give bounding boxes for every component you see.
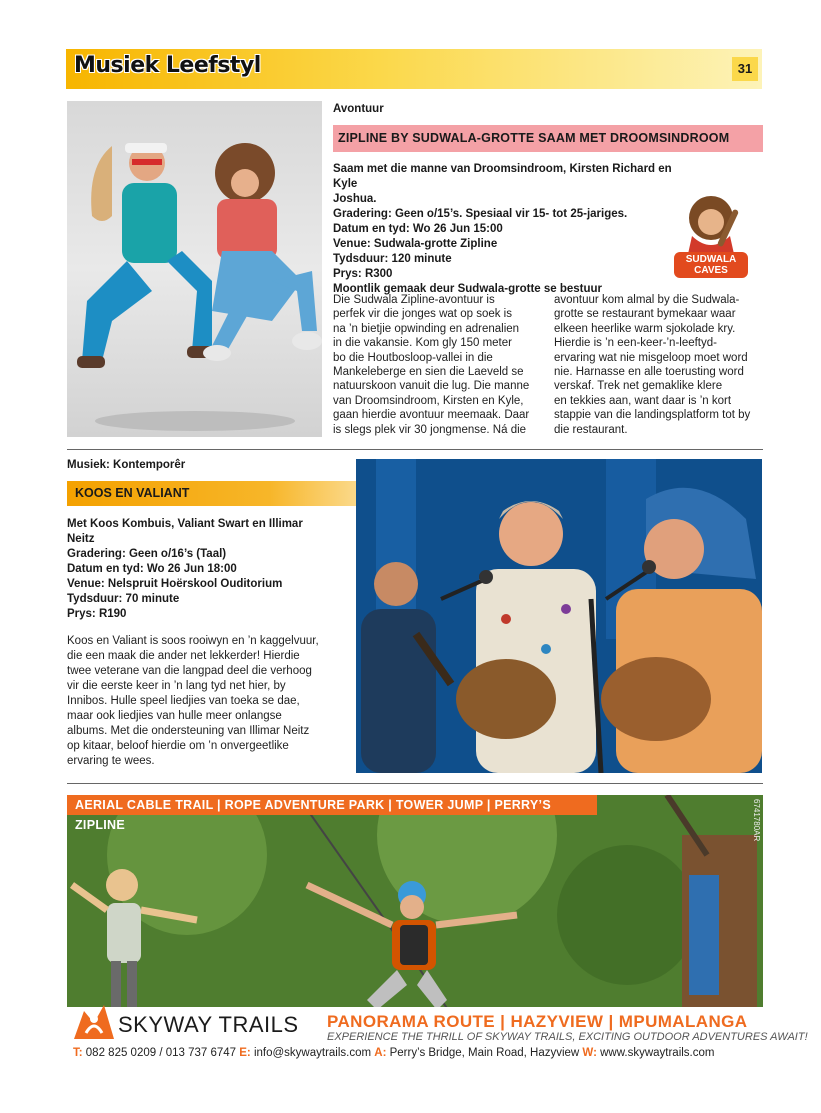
fact-line: Neitz <box>67 533 95 545</box>
droomsindroom-photo <box>67 101 322 437</box>
skyway-logo-icon <box>72 1003 116 1041</box>
address-label: A: <box>374 1047 387 1059</box>
fact-line: Prys: R300 <box>333 268 393 280</box>
koos-headline: KOOS EN VALIANT <box>67 481 356 506</box>
body-line: Koos en Valiant is soos rooiwyn en ’n kaggelvuur, <box>67 635 319 647</box>
body-line: en tekkies aan, want daar is ’n kort <box>554 394 732 407</box>
body-line: is slegs plek vir 30 jongmense. Ná die <box>333 423 527 436</box>
body-line: van Droomsindroom, Kirsten en Kyle, <box>333 394 524 407</box>
stage-performers-illustration <box>356 459 762 773</box>
koos-en-valiant-photo <box>356 459 762 773</box>
fact-line: Datum en tyd: Wo 26 Jun 15:00 <box>333 223 503 235</box>
phone-label: T: <box>73 1047 83 1059</box>
fact-line: Tydsduur: 120 minute <box>333 253 452 265</box>
zipline-facts <box>333 162 673 297</box>
ad-contact-line <box>73 1047 714 1059</box>
body-line: avontuur kom almal by die Sudwala- <box>554 294 740 306</box>
zipline-headline: ZIPLINE BY SUDWALA-GROTTE SAAM MET DROOMSINDROOM <box>333 125 763 152</box>
body-line: albums. Met die ondersteuning van Illimar Neitz <box>67 725 310 737</box>
section-divider <box>67 449 763 450</box>
body-line: maar ook liedjies van hulle meer onlangse <box>67 710 282 722</box>
web-value[interactable]: www.skywaytrails.com <box>596 1047 715 1059</box>
music-kicker: Musiek: Kontemporêr <box>67 459 186 471</box>
body-line: perfek vir die jonges wat op soek is <box>333 308 512 321</box>
page-header <box>66 49 762 89</box>
koos-facts <box>67 517 352 622</box>
body-line: twee veterane van die langpad deel die verhoog <box>67 665 312 677</box>
fact-line: Venue: Nelspruit Hoërskool Ouditorium <box>67 578 283 590</box>
page-number: 31 <box>732 57 758 81</box>
email-label: E: <box>239 1047 251 1059</box>
web-label: W: <box>582 1047 597 1059</box>
body-line: stappie van die landingsplatform tot by <box>554 409 751 422</box>
zipline-kicker: Avontuur <box>333 103 384 115</box>
koos-body <box>67 634 352 769</box>
zipline-body-col1 <box>333 293 545 437</box>
ad-route: PANORAMA ROUTE | HAZYVIEW | MPUMALANGA <box>327 1012 748 1031</box>
body-line: in die vakansie. Kom gly 150 meter <box>333 337 512 350</box>
body-line: vir die eerste keer in ’n lang tyd net hier, by <box>67 680 286 692</box>
body-line: elkeen heerlike warm sjokolade kry. <box>554 322 736 335</box>
fact-line: Prys: R190 <box>67 608 127 620</box>
fact-line: Saam met die manne van Droomsindroom, Kirsten Richard en Kyle <box>333 163 672 190</box>
logo-text: SUDWALA CAVES <box>685 254 737 276</box>
fact-line: Gradering: Geen o/16’s (Taal) <box>67 548 227 560</box>
body-line: Hierdie is ’n een-keer-’n-leeftyd- <box>554 337 717 350</box>
email-value[interactable]: info@skywaytrails.com <box>250 1047 375 1059</box>
brand-name: SKYWAY TRAILS <box>118 1012 299 1037</box>
phone-value[interactable]: 082 825 0209 / 013 737 6747 <box>82 1047 240 1059</box>
body-line: Mankeleberge en sien die Laeveld se <box>333 366 524 379</box>
body-line: nie. Harnasse en alle toerusting word <box>554 366 744 379</box>
fact-line: Moontlik gemaak deur Sudwala-grotte se bestuur <box>333 283 603 295</box>
body-line: die restaurant. <box>554 423 628 436</box>
body-line: Die Sudwala Zipline-avontuur is <box>333 294 495 306</box>
body-line: ervaring te wees. <box>67 755 155 767</box>
body-line: grotte se restaurant bymekaar waar <box>554 308 736 321</box>
ad-activities-bar: AERIAL CABLE TRAIL | ROPE ADVENTURE PARK | TOWER JUMP | PERRY’S ZIPLINE <box>67 795 597 815</box>
fact-line: Joshua. <box>333 193 377 205</box>
body-line: ervaring wat nie misgeloop moet word <box>554 351 748 364</box>
section-title: Musiek Leefstyl <box>74 53 261 78</box>
ad-tagline: EXPERIENCE THE THRILL OF SKYWAY TRAILS, EXCITING OUTDOOR ADVENTURES AWAIT! <box>327 1031 808 1043</box>
address-value: Perry’s Bridge, Main Road, Hazyview <box>386 1047 583 1059</box>
fact-line: Venue: Sudwala-grotte Zipline <box>333 238 498 250</box>
body-line: die een maak die ander net lekkerder! Hierdie <box>67 650 300 662</box>
jumping-performers-illustration <box>67 101 322 437</box>
body-line: Innibos. Hulle speel liedjies van toeka se dae, <box>67 695 300 707</box>
fact-line: Datum en tyd: Wo 26 Jun 18:00 <box>67 563 237 575</box>
body-line: na ’n bietjie opwinding en adrenalien <box>333 322 520 335</box>
body-line: gaan hierdie avontuur meemaak. Daar <box>333 409 530 422</box>
body-line: op kitaar, beloof hierdie om ’n onvergeetlike <box>67 740 289 752</box>
body-line: natuurskoon vanuit die lug. Die manne <box>333 380 530 393</box>
section-divider <box>67 783 763 784</box>
body-line: verskaf. Trek net gemaklike klere <box>554 380 723 393</box>
fact-line: Gradering: Geen o/15’s. Spesiaal vir 15- tot 25-jariges. <box>333 208 628 220</box>
sudwala-caves-logo <box>670 188 752 280</box>
ad-code: 6741780AR <box>752 799 761 842</box>
fact-line: Tydsduur: 70 minute <box>67 593 180 605</box>
fact-line: Met Koos Kombuis, Valiant Swart en Illimar <box>67 518 303 530</box>
zipline-body-col2 <box>554 293 764 437</box>
body-line: bo die Houtbosloop-vallei in die <box>333 351 493 364</box>
